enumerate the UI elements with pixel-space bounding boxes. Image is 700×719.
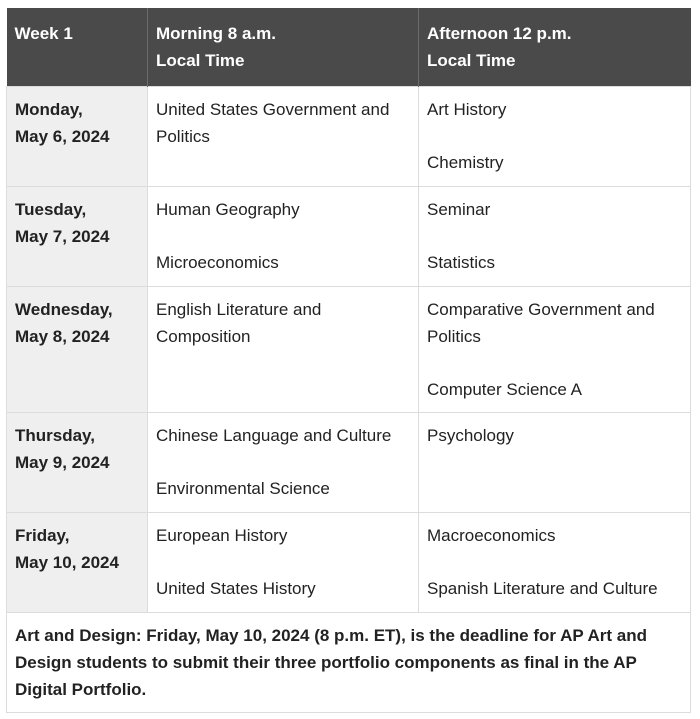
header-week-label: Week 1: [14, 24, 73, 43]
exam-subject: Comparative Government and Politics: [427, 300, 655, 346]
day-name: Thursday,: [15, 426, 95, 445]
morning-cell: [148, 187, 419, 287]
exam-subject: United States History: [156, 579, 316, 598]
morning-cell: [148, 513, 419, 613]
exam-subject: United States Government and Politics: [156, 100, 390, 146]
afternoon-cell: [419, 513, 691, 613]
day-name: Monday,: [15, 100, 83, 119]
exam-subject: Macroeconomics: [427, 526, 556, 545]
day-cell: [7, 187, 148, 287]
day-cell: [7, 87, 148, 187]
exam-subject: European History: [156, 526, 288, 545]
morning-cell: [148, 287, 419, 413]
day-cell: [7, 513, 148, 613]
header-morning-zone: Local Time: [156, 51, 245, 70]
exam-subject: Psychology: [427, 426, 514, 445]
day-date: May 9, 2024: [15, 453, 110, 472]
day-cell: [7, 413, 148, 513]
day-cell: [7, 287, 148, 413]
day-name: Wednesday,: [15, 300, 113, 319]
schedule-table: [6, 8, 691, 713]
day-date: May 8, 2024: [15, 327, 110, 346]
day-date: May 7, 2024: [15, 227, 110, 246]
header-row: [7, 8, 691, 87]
header-afternoon-zone: Local Time: [427, 51, 516, 70]
table-row: [7, 513, 691, 613]
afternoon-cell: [419, 413, 691, 513]
day-name: Tuesday,: [15, 200, 87, 219]
footer-text: Friday, May 10, 2024 (8 p.m. ET), is the deadline for AP Art and Design students to submit their three portfolio components as final in the AP Digital Portfolio.: [15, 626, 647, 699]
footer-row: [7, 613, 691, 713]
exam-subject: Art History: [427, 100, 507, 119]
header-afternoon: [419, 8, 691, 87]
exam-subject: Chinese Language and Culture: [156, 426, 392, 445]
exam-subject: Environmental Science: [156, 479, 330, 498]
table-row: [7, 87, 691, 187]
table-row: [7, 287, 691, 413]
exam-subject: Computer Science A: [427, 380, 582, 399]
header-morning-time: Morning 8 a.m.: [156, 24, 276, 43]
exam-subject: Seminar: [427, 200, 491, 219]
header-week: [7, 8, 148, 87]
day-name: Friday,: [15, 526, 70, 545]
footer-label: Art and Design:: [15, 626, 142, 645]
morning-cell: [148, 87, 419, 187]
table-row: [7, 413, 691, 513]
exam-subject: Human Geography: [156, 200, 300, 219]
table-row: [7, 187, 691, 287]
exam-subject: Statistics: [427, 253, 496, 272]
footer-note: [7, 613, 691, 713]
day-date: May 6, 2024: [15, 127, 110, 146]
morning-cell: [148, 413, 419, 513]
exam-subject: Chemistry: [427, 153, 504, 172]
afternoon-cell: [419, 87, 691, 187]
day-date: May 10, 2024: [15, 553, 119, 572]
exam-subject: English Literature and Composition: [156, 300, 322, 346]
exam-subject: Microeconomics: [156, 253, 279, 272]
header-morning: [148, 8, 419, 87]
exam-subject: Spanish Literature and Culture: [427, 579, 658, 598]
afternoon-cell: [419, 187, 691, 287]
afternoon-cell: [419, 287, 691, 413]
header-afternoon-time: Afternoon 12 p.m.: [427, 24, 572, 43]
exam-schedule: [6, 8, 690, 713]
